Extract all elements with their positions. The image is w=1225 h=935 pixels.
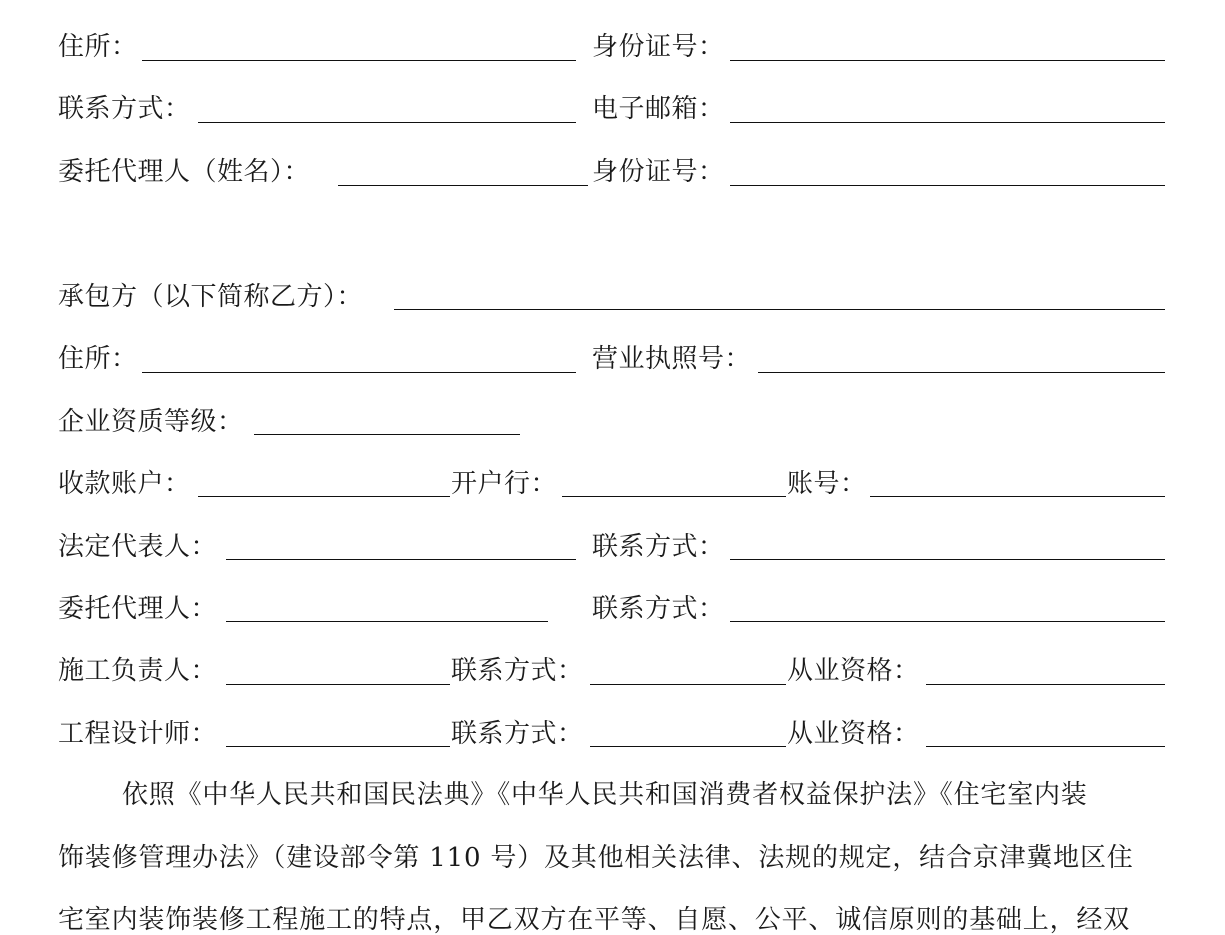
party-a-address-label: 住所： xyxy=(58,32,138,62)
party-b-legal-rep-label: 法定代表人： xyxy=(58,532,218,562)
party-b-address-field[interactable] xyxy=(142,372,576,373)
party-b-account-label: 收款账户： xyxy=(58,469,191,499)
party-b-construction-lead-cert-label: 从业资格： xyxy=(787,656,920,686)
party-b-agent-label: 委托代理人： xyxy=(58,594,218,624)
party-a-agent-id-field[interactable] xyxy=(730,185,1165,186)
paragraph-line-2: 饰装修管理办法》（建设部令第 110 号）及其他相关法律、法规的规定，结合京津冀地区住 xyxy=(58,843,1134,873)
party-b-construction-lead-field[interactable] xyxy=(226,684,450,685)
party-b-designer-label: 工程设计师： xyxy=(58,719,218,749)
party-a-contact-label: 联系方式： xyxy=(58,94,191,124)
party-a-agent-id-label: 身份证号： xyxy=(592,157,725,187)
party-a-contact-field[interactable] xyxy=(198,122,576,123)
party-b-construction-lead-label: 施工负责人： xyxy=(58,656,218,686)
party-b-construction-lead-contact-field[interactable] xyxy=(590,684,786,685)
party-b-account-no-field[interactable] xyxy=(870,496,1165,497)
party-b-account-field[interactable] xyxy=(198,496,450,497)
party-b-address-label: 住所： xyxy=(58,344,138,374)
party-b-agent-contact-field[interactable] xyxy=(730,621,1165,622)
party-a-email-label: 电子邮箱： xyxy=(592,94,725,124)
party-b-designer-cert-field[interactable] xyxy=(926,746,1165,747)
party-b-legal-rep-field[interactable] xyxy=(226,559,576,560)
party-b-qualification-field[interactable] xyxy=(254,434,520,435)
party-a-id-number-field[interactable] xyxy=(730,60,1165,61)
party-b-qualification-label: 企业资质等级： xyxy=(58,407,244,437)
party-a-address-field[interactable] xyxy=(142,60,576,61)
party-b-legal-rep-contact-field[interactable] xyxy=(730,559,1165,560)
party-b-designer-cert-label: 从业资格： xyxy=(787,719,920,749)
party-a-agent-name-label: 委托代理人（姓名）： xyxy=(58,157,311,187)
party-b-name-field[interactable] xyxy=(394,309,1165,310)
party-b-title-label: 承包方（以下简称乙方）： xyxy=(58,282,364,312)
party-a-id-number-label: 身份证号： xyxy=(592,32,725,62)
paragraph-line-1: 依照《中华人民共和国民法典》《中华人民共和国消费者权益保护法》《住宅室内装 xyxy=(122,780,1088,810)
party-b-bank-field[interactable] xyxy=(562,496,786,497)
party-b-agent-contact-label: 联系方式： xyxy=(592,594,725,624)
party-b-designer-field[interactable] xyxy=(226,746,450,747)
party-b-account-no-label: 账号： xyxy=(787,469,867,499)
party-b-license-label: 营业执照号： xyxy=(592,344,752,374)
party-b-agent-field[interactable] xyxy=(226,621,548,622)
party-a-email-field[interactable] xyxy=(730,122,1165,123)
party-b-construction-lead-cert-field[interactable] xyxy=(926,684,1165,685)
party-b-license-field[interactable] xyxy=(758,372,1165,373)
paragraph-line-3: 宅室内装饰装修工程施工的特点，甲乙双方在平等、自愿、公平、诚信原则的基础上，经双 xyxy=(58,905,1131,935)
party-b-designer-contact-field[interactable] xyxy=(590,746,786,747)
party-b-bank-label: 开户行： xyxy=(451,469,558,499)
party-a-agent-name-field[interactable] xyxy=(338,185,588,186)
party-b-designer-contact-label: 联系方式： xyxy=(451,719,584,749)
party-b-construction-lead-contact-label: 联系方式： xyxy=(451,656,584,686)
party-b-legal-rep-contact-label: 联系方式： xyxy=(592,532,725,562)
